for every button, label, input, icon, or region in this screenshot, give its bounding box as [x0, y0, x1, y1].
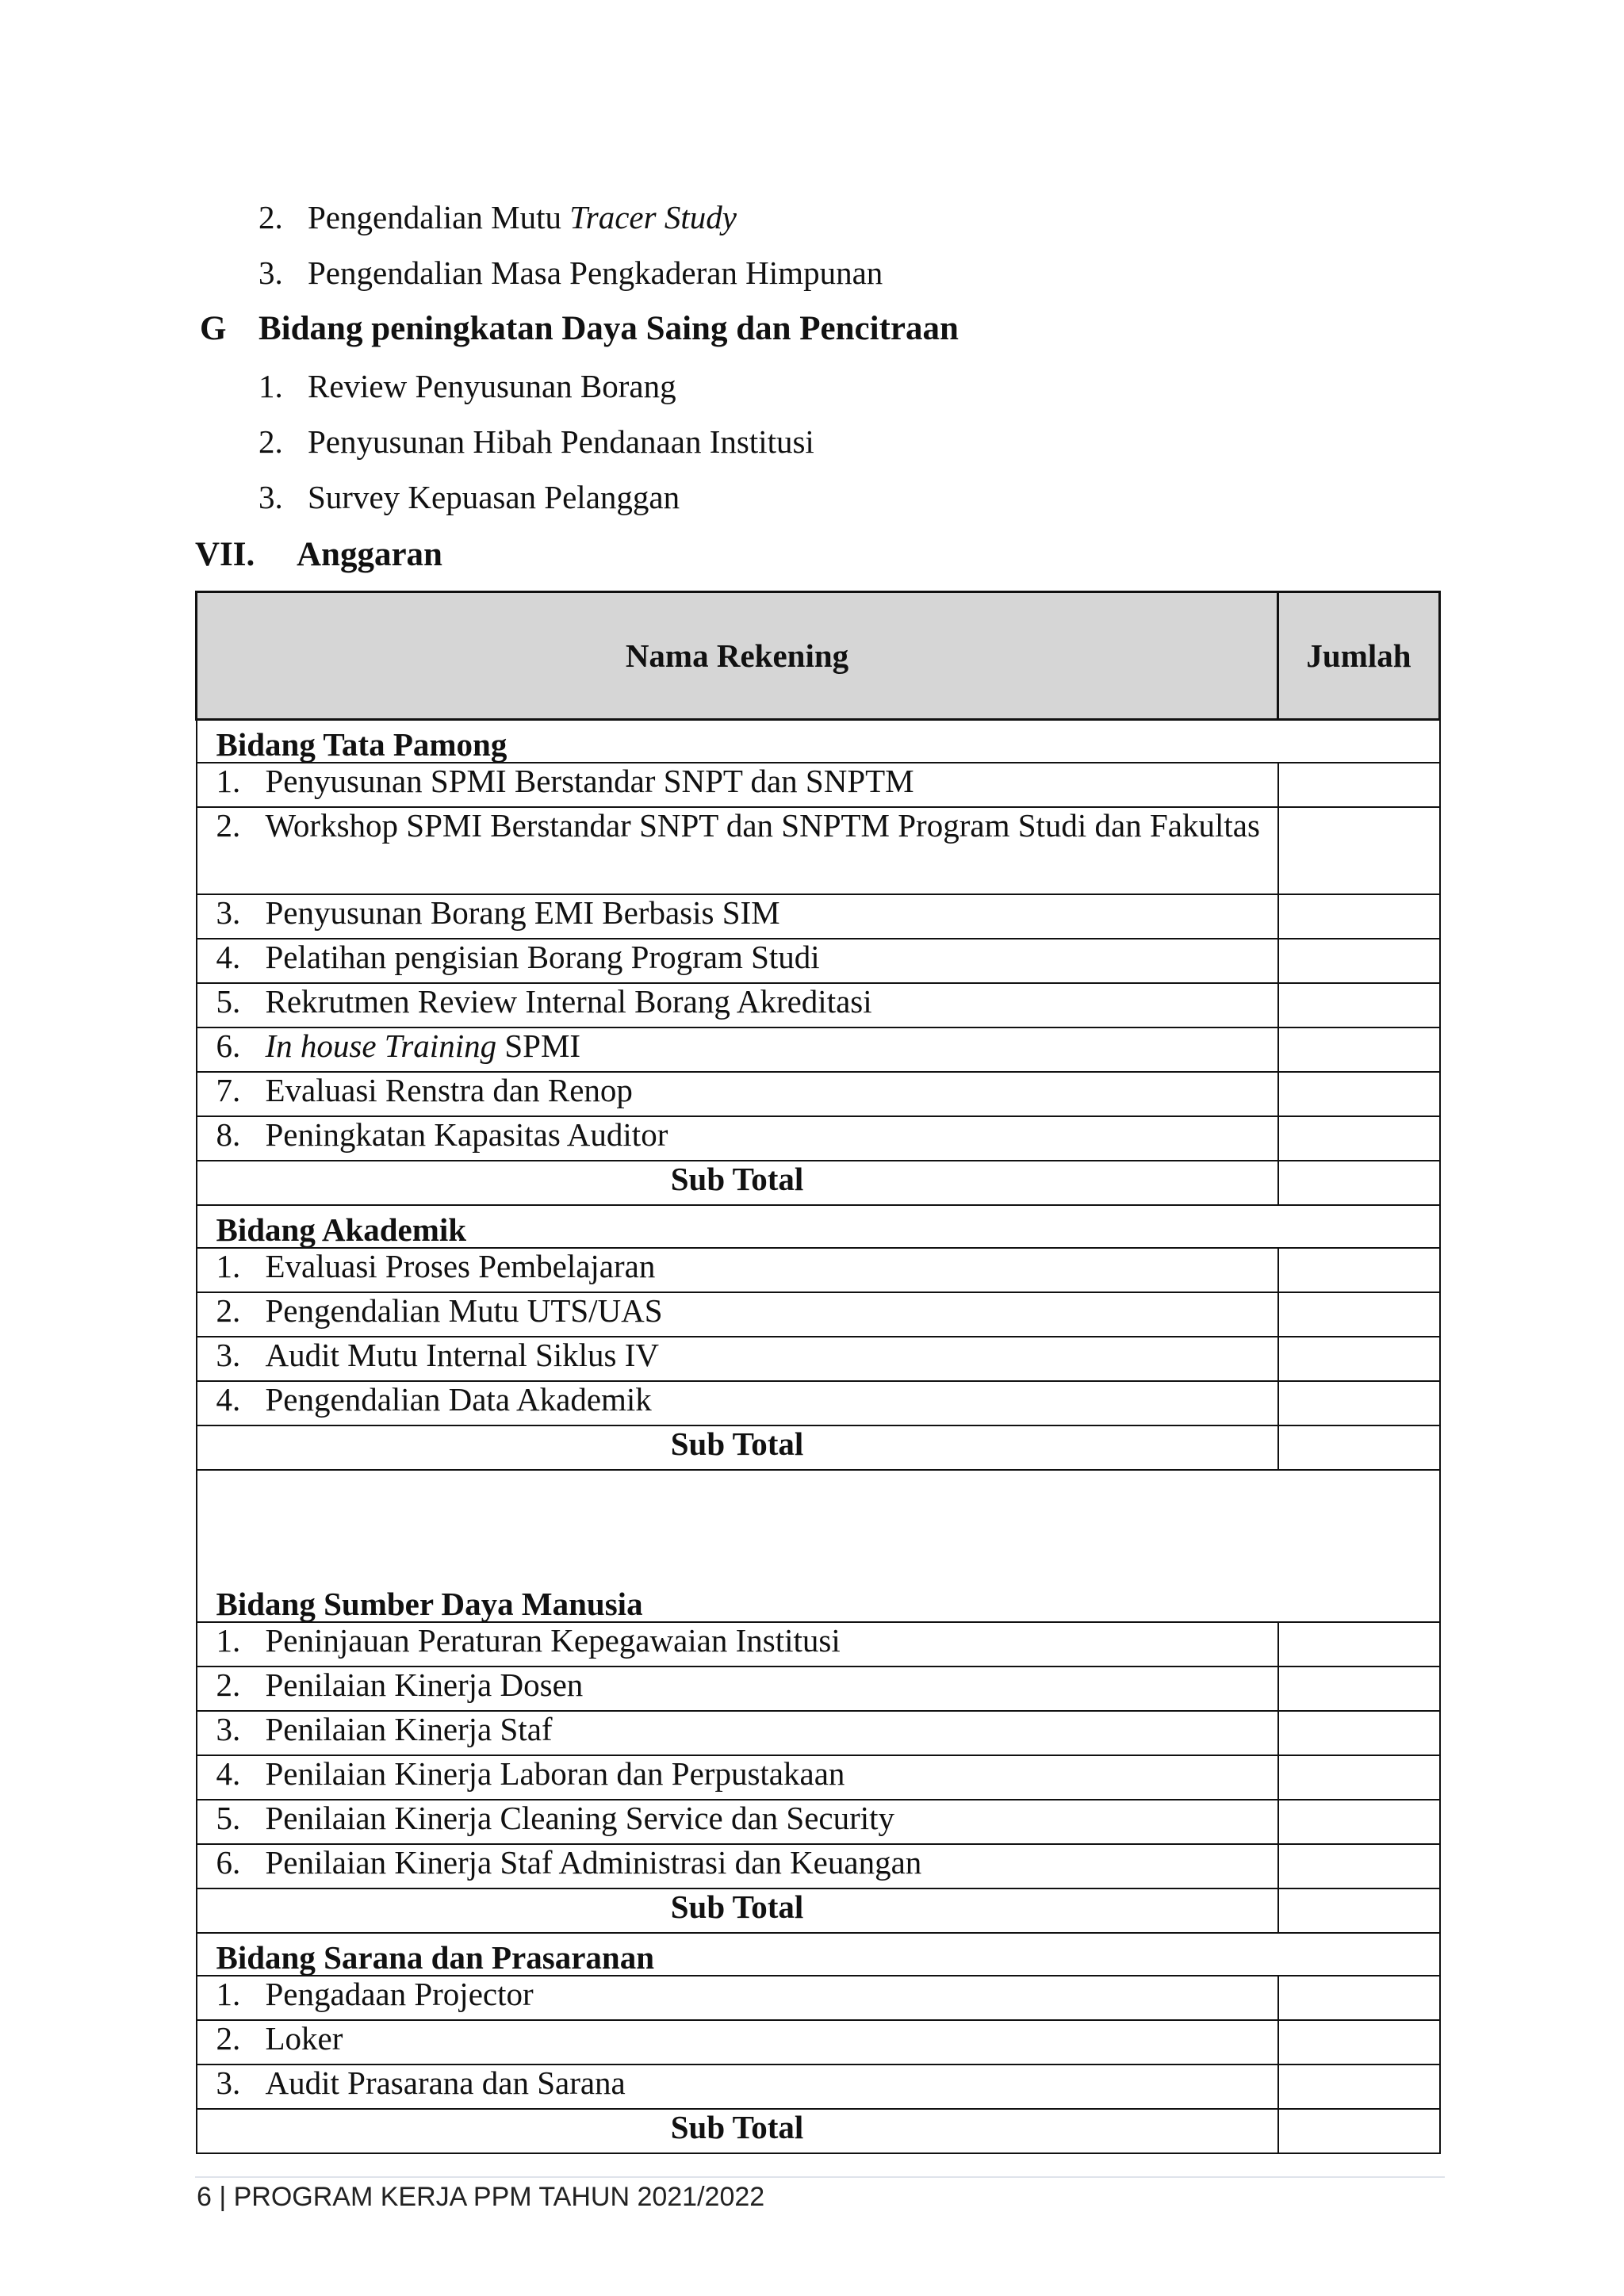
item-name-cell	[197, 1976, 1278, 2020]
amount-cell[interactable]	[1278, 1027, 1440, 1072]
section-letter: G	[200, 310, 227, 347]
item-name-cell	[197, 1292, 1278, 1337]
table-row	[197, 983, 1440, 1027]
item-number: 6.	[216, 1027, 241, 1064]
amount-cell[interactable]	[1278, 1667, 1440, 1711]
item-name-cell	[197, 1116, 1278, 1161]
item-text: Peninjauan Peraturan Kepegawaian Institusi	[265, 1622, 841, 1659]
table-row	[197, 1976, 1440, 2020]
item-name-cell	[197, 1381, 1278, 1425]
item-name-cell	[197, 1711, 1278, 1755]
item-name-cell	[197, 1337, 1278, 1381]
group-row	[197, 720, 1440, 763]
item-number: 8.	[216, 1116, 241, 1153]
item-text-italic: In house Training	[265, 1027, 497, 1064]
subtotal-row	[197, 2109, 1440, 2153]
amount-cell[interactable]	[1278, 1622, 1440, 1667]
item-text: Penilaian Kinerja Staf Administrasi dan Keuangan	[265, 1844, 922, 1881]
section-roman: VII.	[195, 536, 255, 573]
item-name-cell	[197, 1622, 1278, 1667]
item-text: Penyusunan SPMI Berstandar SNPT dan SNPTM	[265, 763, 914, 799]
item-text: Workshop SPMI Berstandar SNPT dan SNPTM Program Studi dan Fakultas	[265, 807, 1260, 844]
item-text: Loker	[265, 2020, 343, 2057]
table-body	[197, 720, 1440, 2154]
item-number: 4.	[216, 1381, 241, 1418]
table-row	[197, 1248, 1440, 1292]
amount-cell[interactable]	[1278, 1755, 1440, 1800]
table-row	[197, 894, 1440, 939]
item-number: 3.	[216, 2064, 241, 2101]
item-name-cell	[197, 2020, 1278, 2064]
item-text: Evaluasi Proses Pembelajaran	[265, 1248, 656, 1284]
list-item-text: Pengendalian Masa Pengkaderan Himpunan	[308, 254, 883, 291]
section-title: Bidang peningkatan Daya Saing dan Pencitraan	[259, 310, 959, 347]
item-number: 2.	[216, 2020, 241, 2057]
table-row	[197, 2020, 1440, 2064]
amount-cell[interactable]	[1278, 1337, 1440, 1381]
subtotal-label: Sub Total	[197, 1888, 1278, 1933]
subtotal-amount-cell[interactable]	[1278, 2109, 1440, 2153]
list-item-text: Review Penyusunan Borang	[308, 368, 676, 404]
item-text: Pelatihan pengisian Borang Program Studi	[265, 939, 820, 975]
amount-cell[interactable]	[1278, 894, 1440, 939]
item-name-cell	[197, 807, 1278, 894]
list-item-number: 2.	[259, 199, 283, 235]
item-number: 1.	[216, 1976, 241, 2012]
item-name-cell	[197, 2064, 1278, 2109]
item-text: Audit Mutu Internal Siklus IV	[265, 1337, 660, 1373]
table-row	[197, 2064, 1440, 2109]
item-number: 5.	[216, 1800, 241, 1836]
item-text: Audit Prasarana dan Sarana	[265, 2064, 626, 2101]
item-number: 6.	[216, 1844, 241, 1881]
list-item-text: Survey Kepuasan Pelanggan	[308, 479, 680, 515]
subtotal-row	[197, 1161, 1440, 1205]
item-number: 1.	[216, 1622, 241, 1659]
amount-cell[interactable]	[1278, 1381, 1440, 1425]
table-row	[197, 1711, 1440, 1755]
group-row	[197, 1933, 1440, 1976]
item-name-cell	[197, 1248, 1278, 1292]
amount-cell[interactable]	[1278, 1800, 1440, 1844]
item-name-cell	[197, 983, 1278, 1027]
item-text	[266, 1028, 581, 1063]
item-number: 4.	[216, 1755, 241, 1792]
amount-cell[interactable]	[1278, 2020, 1440, 2064]
subtotal-amount-cell[interactable]	[1278, 1161, 1440, 1205]
amount-cell[interactable]	[1278, 1844, 1440, 1888]
table-row	[197, 807, 1440, 894]
item-text: Penilaian Kinerja Cleaning Service dan Security	[265, 1800, 895, 1836]
budget-table	[195, 591, 1441, 2154]
page-footer: 6 | PROGRAM KERJA PPM TAHUN 2021/2022	[197, 2182, 765, 2212]
item-number: 3.	[216, 1337, 241, 1373]
item-number: 1.	[216, 763, 241, 799]
table-row	[197, 1800, 1440, 1844]
item-text: Peningkatan Kapasitas Auditor	[265, 1116, 668, 1153]
footer-divider	[195, 2176, 1445, 2178]
item-text: Evaluasi Renstra dan Renop	[265, 1072, 633, 1108]
item-text: Penyusunan Borang EMI Berbasis SIM	[265, 894, 780, 931]
table-row	[197, 1381, 1440, 1425]
list-item-number: 1.	[259, 368, 283, 404]
list-item-text: Penyusunan Hibah Pendanaan Institusi	[308, 423, 814, 460]
item-name-cell	[197, 763, 1278, 807]
item-number: 2.	[216, 1667, 241, 1703]
group-title: Bidang Tata Pamong	[197, 720, 1440, 763]
subtotal-amount-cell[interactable]	[1278, 1425, 1440, 1470]
table-row	[197, 1667, 1440, 1711]
list-item-number: 3.	[259, 479, 283, 515]
amount-cell[interactable]	[1278, 807, 1440, 894]
amount-cell[interactable]	[1278, 1976, 1440, 2020]
item-number: 7.	[216, 1072, 241, 1108]
table-row	[197, 1072, 1440, 1116]
table-row	[197, 1116, 1440, 1161]
item-name-cell	[197, 1667, 1278, 1711]
item-number: 4.	[216, 939, 241, 975]
subtotal-amount-cell[interactable]	[1278, 1888, 1440, 1933]
table-row	[197, 1337, 1440, 1381]
list-item-number: 2.	[259, 423, 283, 460]
item-name-cell	[197, 894, 1278, 939]
group-title: Bidang Sumber Daya Manusia	[197, 1470, 1440, 1622]
column-header-amount: Jumlah	[1278, 592, 1440, 720]
table-row	[197, 1292, 1440, 1337]
column-header-name: Nama Rekening	[197, 592, 1278, 720]
item-name-cell	[197, 939, 1278, 983]
amount-cell[interactable]	[1278, 1116, 1440, 1161]
group-title: Bidang Sarana dan Prasaranan	[197, 1933, 1440, 1976]
table-row	[197, 1755, 1440, 1800]
group-row	[197, 1470, 1440, 1622]
item-name-cell	[197, 1027, 1278, 1072]
item-text-rest: SPMI	[496, 1027, 581, 1064]
item-number: 5.	[216, 983, 241, 1020]
amount-cell[interactable]	[1278, 1248, 1440, 1292]
item-text: Pengadaan Projector	[265, 1976, 534, 2012]
list-item-text: Pengendalian Mutu Tracer Study	[308, 199, 737, 235]
item-text: Penilaian Kinerja Staf	[265, 1711, 553, 1747]
item-text: Pengendalian Mutu UTS/UAS	[265, 1292, 663, 1329]
item-text: Pengendalian Data Akademik	[265, 1381, 652, 1418]
section-title: Anggaran	[297, 536, 442, 573]
table-row	[197, 939, 1440, 983]
item-number: 1.	[216, 1248, 241, 1284]
item-number: 3.	[216, 894, 241, 931]
amount-cell[interactable]	[1278, 939, 1440, 983]
list-item-number: 3.	[259, 254, 283, 291]
item-number: 3.	[216, 1711, 241, 1747]
item-text: Rekrutmen Review Internal Borang Akreditasi	[265, 983, 872, 1020]
subtotal-label: Sub Total	[197, 2109, 1278, 2153]
item-number: 2.	[216, 1292, 241, 1329]
table-header-row	[197, 592, 1440, 720]
amount-cell[interactable]	[1278, 983, 1440, 1027]
item-number: 2.	[216, 807, 241, 844]
amount-cell[interactable]	[1278, 1072, 1440, 1116]
item-name-cell	[197, 1800, 1278, 1844]
table-row	[197, 763, 1440, 807]
item-text: Penilaian Kinerja Laboran dan Perpustakaan	[265, 1755, 845, 1792]
amount-cell[interactable]	[1278, 2064, 1440, 2109]
subtotal-row	[197, 1888, 1440, 1933]
group-title: Bidang Akademik	[197, 1205, 1440, 1248]
table-row	[197, 1622, 1440, 1667]
item-name-cell	[197, 1755, 1278, 1800]
subtotal-row	[197, 1425, 1440, 1470]
table-row	[197, 1844, 1440, 1888]
subtotal-label: Sub Total	[197, 1161, 1278, 1205]
amount-cell[interactable]	[1278, 1292, 1440, 1337]
subtotal-label: Sub Total	[197, 1425, 1278, 1470]
amount-cell[interactable]	[1278, 763, 1440, 807]
item-name-cell	[197, 1072, 1278, 1116]
group-row	[197, 1205, 1440, 1248]
amount-cell[interactable]	[1278, 1711, 1440, 1755]
table-row	[197, 1027, 1440, 1072]
item-name-cell	[197, 1844, 1278, 1888]
item-text: Penilaian Kinerja Dosen	[265, 1667, 584, 1703]
